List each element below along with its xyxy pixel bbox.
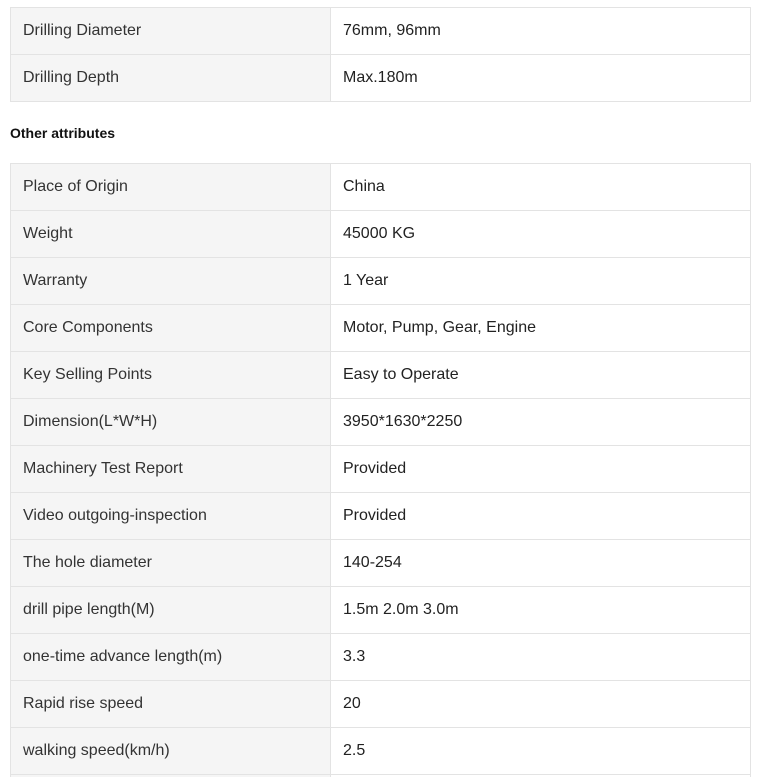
attribute-value: 1 Year (331, 258, 751, 305)
attribute-name: Place of Origin (11, 164, 331, 211)
attribute-name: Rapid rise speed (11, 681, 331, 728)
attribute-value: Easy to Operate (331, 352, 751, 399)
attribute-name: Machinery Test Report (11, 446, 331, 493)
attribute-value: 3950*1630*2250 (331, 399, 751, 446)
attribute-name: drill pipe length(M) (11, 587, 331, 634)
table-row (11, 587, 751, 634)
attribute-value: 3.3 (331, 634, 751, 681)
table-row (11, 728, 751, 775)
attribute-value: 20 (331, 681, 751, 728)
key-attributes-table (10, 7, 751, 102)
table-row (11, 211, 751, 258)
attribute-value: 45000 KG (331, 211, 751, 258)
table-row (11, 352, 751, 399)
table-row (11, 493, 751, 540)
attribute-value: 76mm, 96mm (331, 8, 751, 55)
attribute-value: China (331, 164, 751, 211)
table-row (11, 55, 751, 102)
attribute-name: Core Components (11, 305, 331, 352)
attribute-name: Weight (11, 211, 331, 258)
attribute-name: Drilling Depth (11, 55, 331, 102)
attribute-value: Motor, Pump, Gear, Engine (331, 305, 751, 352)
attribute-value: 2.5 (331, 728, 751, 775)
attribute-name: Dimension(L*W*H) (11, 399, 331, 446)
table-row (11, 305, 751, 352)
attribute-name: one-time advance length(m) (11, 634, 331, 681)
table-row (11, 634, 751, 681)
table-row (11, 8, 751, 55)
table-row (11, 164, 751, 211)
attribute-name: Drilling Diameter (11, 8, 331, 55)
attribute-name: The hole diameter (11, 540, 331, 587)
other-attributes-heading: Other attributes (10, 125, 116, 141)
table-row (11, 258, 751, 305)
table-row (11, 446, 751, 493)
attribute-value: 1.5m 2.0m 3.0m (331, 587, 751, 634)
other-attributes-table (10, 163, 751, 777)
attribute-value: Max.180m (331, 55, 751, 102)
attribute-value: Provided (331, 446, 751, 493)
table-row (11, 681, 751, 728)
table-row (11, 540, 751, 587)
attribute-name: Video outgoing-inspection (11, 493, 331, 540)
table-row (11, 399, 751, 446)
attribute-value: Provided (331, 493, 751, 540)
attribute-name: Key Selling Points (11, 352, 331, 399)
attribute-name: Warranty (11, 258, 331, 305)
attribute-value: 140-254 (331, 540, 751, 587)
attribute-name: walking speed(km/h) (11, 728, 331, 775)
